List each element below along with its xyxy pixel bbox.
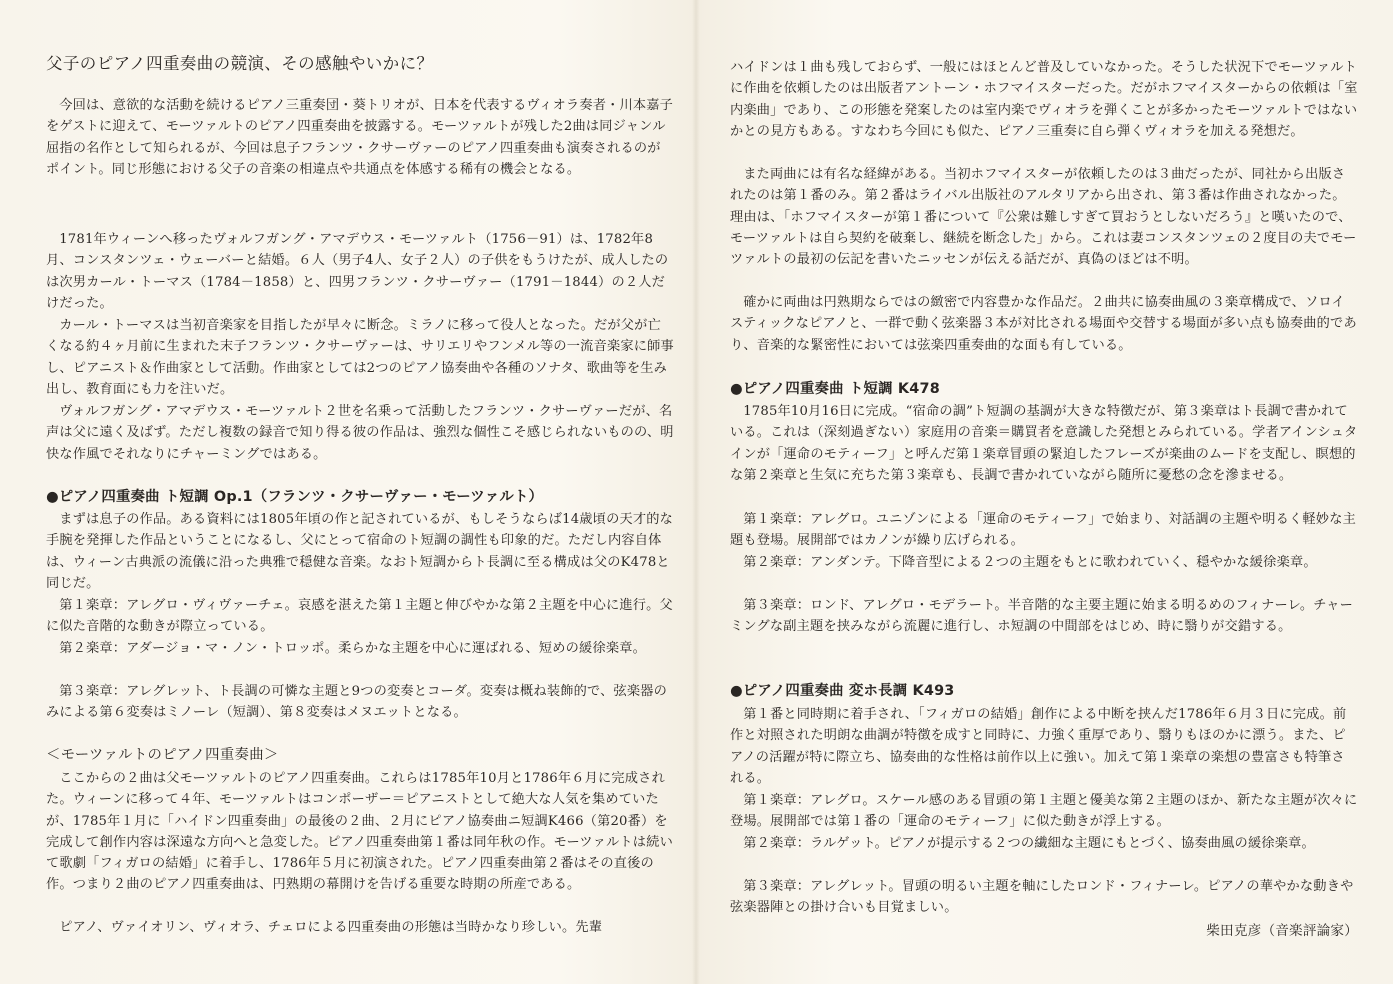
k478-movement-1: 第１楽章：アレグロ。ユニゾンによる「運命のモティーフ」で始まり、対話調の主題や明るく軽妙な主題も登場。展開部ではカノンが繰り広げられる。 [730, 512, 1356, 549]
op1-paragraph: まずは息子の作品。ある資料には1805年頃の作と記されているが、もしそうならば14歳頃の天才的な手腕を発揮した作品ということになるし、父にとって宿命のト短調の調性も印象的だ。ただし内容自体は、ウィーン古典派の流儀に沿った典雅で穏健な音楽。なおト短調からト長調に至る構成は父のK478と同じだ。 [46, 512, 674, 591]
k493-movement-2: 第２楽章：ラルゲット。ピアノが提示する２つの繊細な主題にもとづく、協奏曲風の緩徐楽章。 [743, 836, 1315, 851]
mozart-paragraph-1: ここからの２曲は父モーツァルトのピアノ四重奏曲。これらは1785年10月と1786年６月に完成された。ウィーンに移って４年、モーツァルトはコンポーザー＝ピアニストとして絶大な人気を集めていたが、1785年１月に「ハイドン四重奏曲」の最後の２曲、２月にピアノ協奏曲ニ短調K466（第20番）を完成して創作内容は深遠な方向へと急変した。ピアノ四重奏曲第１番は同年秋の作。モーツァルトは続いて歌劇「フィガロの結婚」に着手し、1786年５月に初演された。ピアノ四重奏曲第２番はその直後の作。つまり２曲のピアノ四重奏曲は、円熟期の幕開けを告げる重要な時期の所産である。 [46, 771, 673, 893]
k493-paragraph: 第１番と同時期に着手され、「フィガロの結婚」創作による中断を挟んだ1786年６月３日に完成。前作と対照された明朗な曲調が特徴を成すと同時に、力強く重厚であり、翳りもほのかに漂う。また、ピアノの活躍が特に際立ち、協奏曲的な性格は前作以上に強い。加えて第１楽章の楽想の豊富さも特筆される。 [730, 707, 1347, 786]
bio-paragraph-2: カール・トーマスは当初音楽家を目指したが早々に断念。ミラノに移って役人となった。だが父が亡くなる約４ヶ月前に生まれた末子フランツ・クサーヴァーは、サリエリやフンメル等の一流音楽家に師事し、ピアニスト＆作曲家として活動。作曲家としては2つのピアノ協奏曲や各種のソナタ、歌曲等を生み出し、教育面にも力を注いだ。 [46, 318, 674, 397]
op1-heading: ●ピアノ四重奏曲 ト短調 Op.1（フランツ・クサーヴァー・モーツァルト） [46, 489, 544, 505]
k493-heading: ●ピアノ四重奏曲 変ホ長調 K493 [730, 683, 955, 699]
page-title: 父子のピアノ四重奏曲の競演、その感触やいかに？ [46, 54, 434, 73]
k493-movement-1: 第１楽章：アレグロ。スケール感のある冒頭の第１主題と優美な第２主題のほか、新たな主題が次々に登場。展開部では第１番の「運命のモティーフ」に似た動きが浮上する。 [730, 793, 1358, 830]
k478-movement-2: 第２楽章：アンダンテ。下降音型による２つの主題をもとに歌われていく、穏やかな緩徐楽章。 [743, 555, 1317, 570]
k478-movement-3: 第３楽章：ロンド、アレグロ・モデラート。半音階的な主要主題に始まる明るめのフィナーレ。チャーミングな副主題を挟みながら流麗に進行し、ホ短調の中間部をはじめ、時に翳りが交錯する。 [730, 598, 1354, 635]
continued-paragraph-1: ハイドンは１曲も残しておらず、一般にはほとんど普及していなかった。そうした状況下でモーツァルトに作曲を依頼したのは出版者アントーン・ホフマイスターだった。だがホフマイスターからの依頼は「室内楽曲」であり、この形態を発案したのは室内楽でヴィオラを弾くことが多かったモーツァルトではないかとの見方もある。すなわち今回にも似た、ピアノ三重奏に自ら弾くヴィオラを加える発想だ。 [730, 60, 1358, 139]
op1-movement-3: 第３楽章：アレグレット、ト長調の可憐な主題と9つの変奏とコーダ。変奏は概ね装飾的で、弦楽器のみによる第６変奏はミノーレ（短調）、第８変奏はメヌエットとなる。 [46, 684, 668, 721]
author-signature: 柴田克彦（音楽評論家） [1206, 923, 1358, 939]
intro-paragraph: 今回は、意欲的な活動を続けるピアノ三重奏団・葵トリオが、日本を代表するヴィオラ奏者・川本嘉子をゲストに迎えて、モーツァルトのピアノ四重奏曲を披露する。モーツァルトが残した2曲は同ジャンル屈指の名作として知られるが、今回は息子フランツ・クサーヴァーのピアノ四重奏曲も演奏されるのがポイント。同じ形態における父子の音楽の相違点や共通点を体感する稀有の機会となる。 [46, 98, 674, 177]
bio-paragraph-3: ヴォルフガング・アマデウス・モーツァルト２世を名乗って活動したフランツ・クサーヴァーだが、名声は父に遠く及ばず。ただし複数の録音で知り得る彼の作品は、強烈な個性こそ感じられないものの、明快な作風でそれなりにチャーミングではある。 [46, 404, 674, 462]
k478-paragraph: 1785年10月16日に完成。“宿命の調”ト短調の基調が大きな特徴だが、第３楽章はト長調で書かれている。これは（深刻過ぎない）家庭用の音楽＝購買者を意識した発想とみられている。学者アインシュタインが「運命のモティーフ」と呼んだ第１楽章冒頭の緊迫したフレーズが楽曲のムードを支配し、瞑想的な第２楽章と生気に充ちた第３楽章も、長調で書かれていながら随所に憂愁の念を滲ませる。 [730, 404, 1358, 483]
k493-movement-3: 第３楽章：アレグレット。冒頭の明るい主題を軸にしたロンド・フィナーレ。ピアノの華やかな動きや弦楽器陣との掛け合いも目覚ましい。 [730, 879, 1354, 916]
op1-movement-1: 第１楽章：アレグロ・ヴィヴァーチェ。哀感を湛えた第１主題と伸びやかな第２主題を中心に進行。父に似た音階的な動きが際立っている。 [46, 598, 673, 635]
continued-paragraph-2: また両曲には有名な経緯がある。当初ホフマイスターが依頼したのは３曲だったが、同社から出版されたのは第１番のみ。第２番はライバル出版社のアルタリアから出され、第３番は作曲されなかった。理由は、「ホフマイスターが第１番について『公衆は難しすぎて買おうとしないだろう』と嘆いたので、モーツァルトは自ら契約を破棄し、継続を断念した」から。これは妻コンスタンツェの２度目の夫でモーツァルトの最初の伝記を書いたニッセンが伝える話だが、真偽のほどは不明。 [730, 167, 1357, 268]
mozart-paragraph-2: ピアノ、ヴァイオリン、ヴィオラ、チェロによる四重奏曲の形態は当時かなり珍しい。先輩 [59, 920, 603, 935]
mozart-heading: ＜モーツァルトのピアノ四重奏曲＞ [46, 747, 279, 763]
k478-heading: ●ピアノ四重奏曲 ト短調 K478 [730, 381, 940, 397]
op1-movement-2: 第２楽章：アダージョ・マ・ノン・トロッポ。柔らかな主題を中心に運ばれる、短めの緩徐楽章。 [59, 641, 646, 656]
bio-paragraph-1: 1781年ウィーンへ移ったヴォルフガング・アマデウス・モーツァルト（1756－91）は、1782年8月、コンスタンツェ・ウェーバーと結婚。６人（男子4人、女子２人）の子供をもうけたが、成人したのは次男カール・トーマス（1784－1858）と、四男フランツ・クサーヴァー（1791－1844）の２人だけだった。 [46, 232, 669, 311]
continued-paragraph-3: 確かに両曲は円熟期ならではの緻密で内容豊かな作品だ。２曲共に協奏曲風の３楽章構成で、ソロイスティックなピアノと、一群で動く弦楽器３本が対比される場面や交替する場面が多い点も協奏曲的であり、音楽的な緊密性においては弦楽四重奏曲的な面も有している。 [730, 295, 1357, 353]
page-fold [692, 0, 700, 984]
